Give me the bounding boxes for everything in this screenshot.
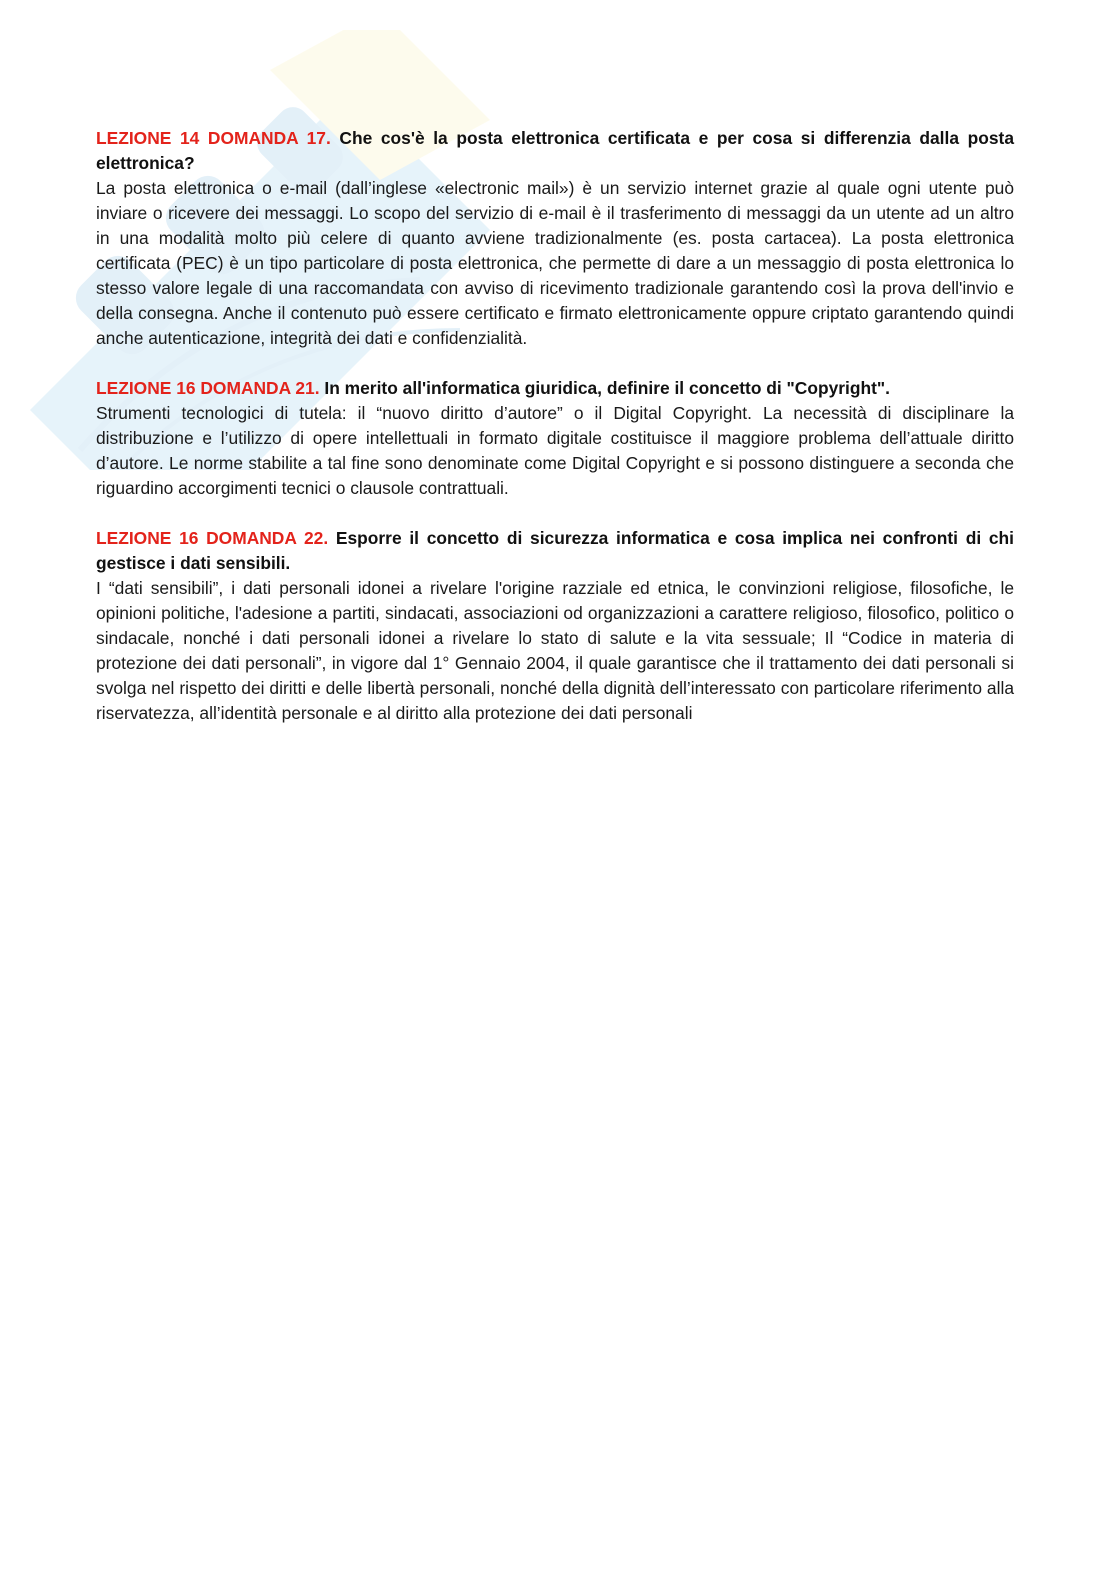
answer-text: I “dati sensibili”, i dati personali idonei a rivelare l'origine razziale ed etnica, le convinzioni religiose, filosofiche, le opinioni politiche, l'adesione a partiti, sindacati, associazioni od organizzazioni a carattere religioso, filosofico, politico o sindacale, nonché i dati personali idonei a rivelare lo stato di salute e la vita sessuale; Il “Codice in materia di protezione dei dati personali”, in vigore dal 1° Gennaio 2004, il quale garantisce che il trattamento dei dati personali si svolga nel rispetto dei diritti e delle libertà personali, nonché della dignità dell’interessato con particolare riferimento alla riservatezza, all’identità personale e al diritto alla protezione dei dati personali bbox=[96, 578, 1014, 723]
question-text: Esporre il concetto di sicurezza informatica e cosa implica nei confronti di chi gestisce i dati sensibili. bbox=[96, 528, 1014, 573]
question-heading bbox=[96, 376, 1014, 401]
question-heading bbox=[96, 126, 1014, 176]
lesson-label: LEZIONE 16 DOMANDA 21. bbox=[96, 378, 320, 398]
question-block-1 bbox=[96, 126, 1014, 351]
answer-text: Strumenti tecnologici di tutela: il “nuovo diritto d’autore” o il Digital Copyright. La necessità di disciplinare la distribuzione e l’utilizzo di opere intellettuali in formato digitale costituisce il maggiore problema dell’attuale diritto d’autore. Le norme stabilite a tal fine sono denominate come Digital Copyright e si possono distinguere a seconda che riguardino accorgimenti tecnici o clausole contrattuali. bbox=[96, 403, 1014, 498]
question-text: Che cos'è la posta elettronica certificata e per cosa si differenzia dalla posta elettronica? bbox=[96, 128, 1014, 173]
lesson-label: LEZIONE 16 DOMANDA 22. bbox=[96, 528, 329, 548]
document-page bbox=[96, 126, 1014, 751]
question-block-3 bbox=[96, 526, 1014, 726]
lesson-label: LEZIONE 14 DOMANDA 17. bbox=[96, 128, 331, 148]
question-heading bbox=[96, 526, 1014, 576]
question-text: In merito all'informatica giuridica, definire il concetto di "Copyright". bbox=[324, 378, 890, 398]
answer-text: La posta elettronica o e-mail (dall’inglese «electronic mail») è un servizio internet grazie al quale ogni utente può inviare o ricevere dei messaggi. Lo scopo del servizio di e-mail è il trasferimento di messaggi da un utente ad un altro in una modalità molto più celere di quanto avviene tradizionalmente (es. posta cartacea). La posta elettronica certificata (PEC) è un tipo particolare di posta elettronica, che permette di dare a un messaggio di posta elettronica lo stesso valore legale di una raccomandata con avviso di ricevimento tradizionale garantendo così la prova dell'invio e della consegna. Anche il contenuto può essere certificato e firmato elettronicamente oppure criptato garantendo quindi anche autenticazione, integrità dei dati e confidenzialità. bbox=[96, 178, 1014, 348]
question-block-2 bbox=[96, 376, 1014, 501]
